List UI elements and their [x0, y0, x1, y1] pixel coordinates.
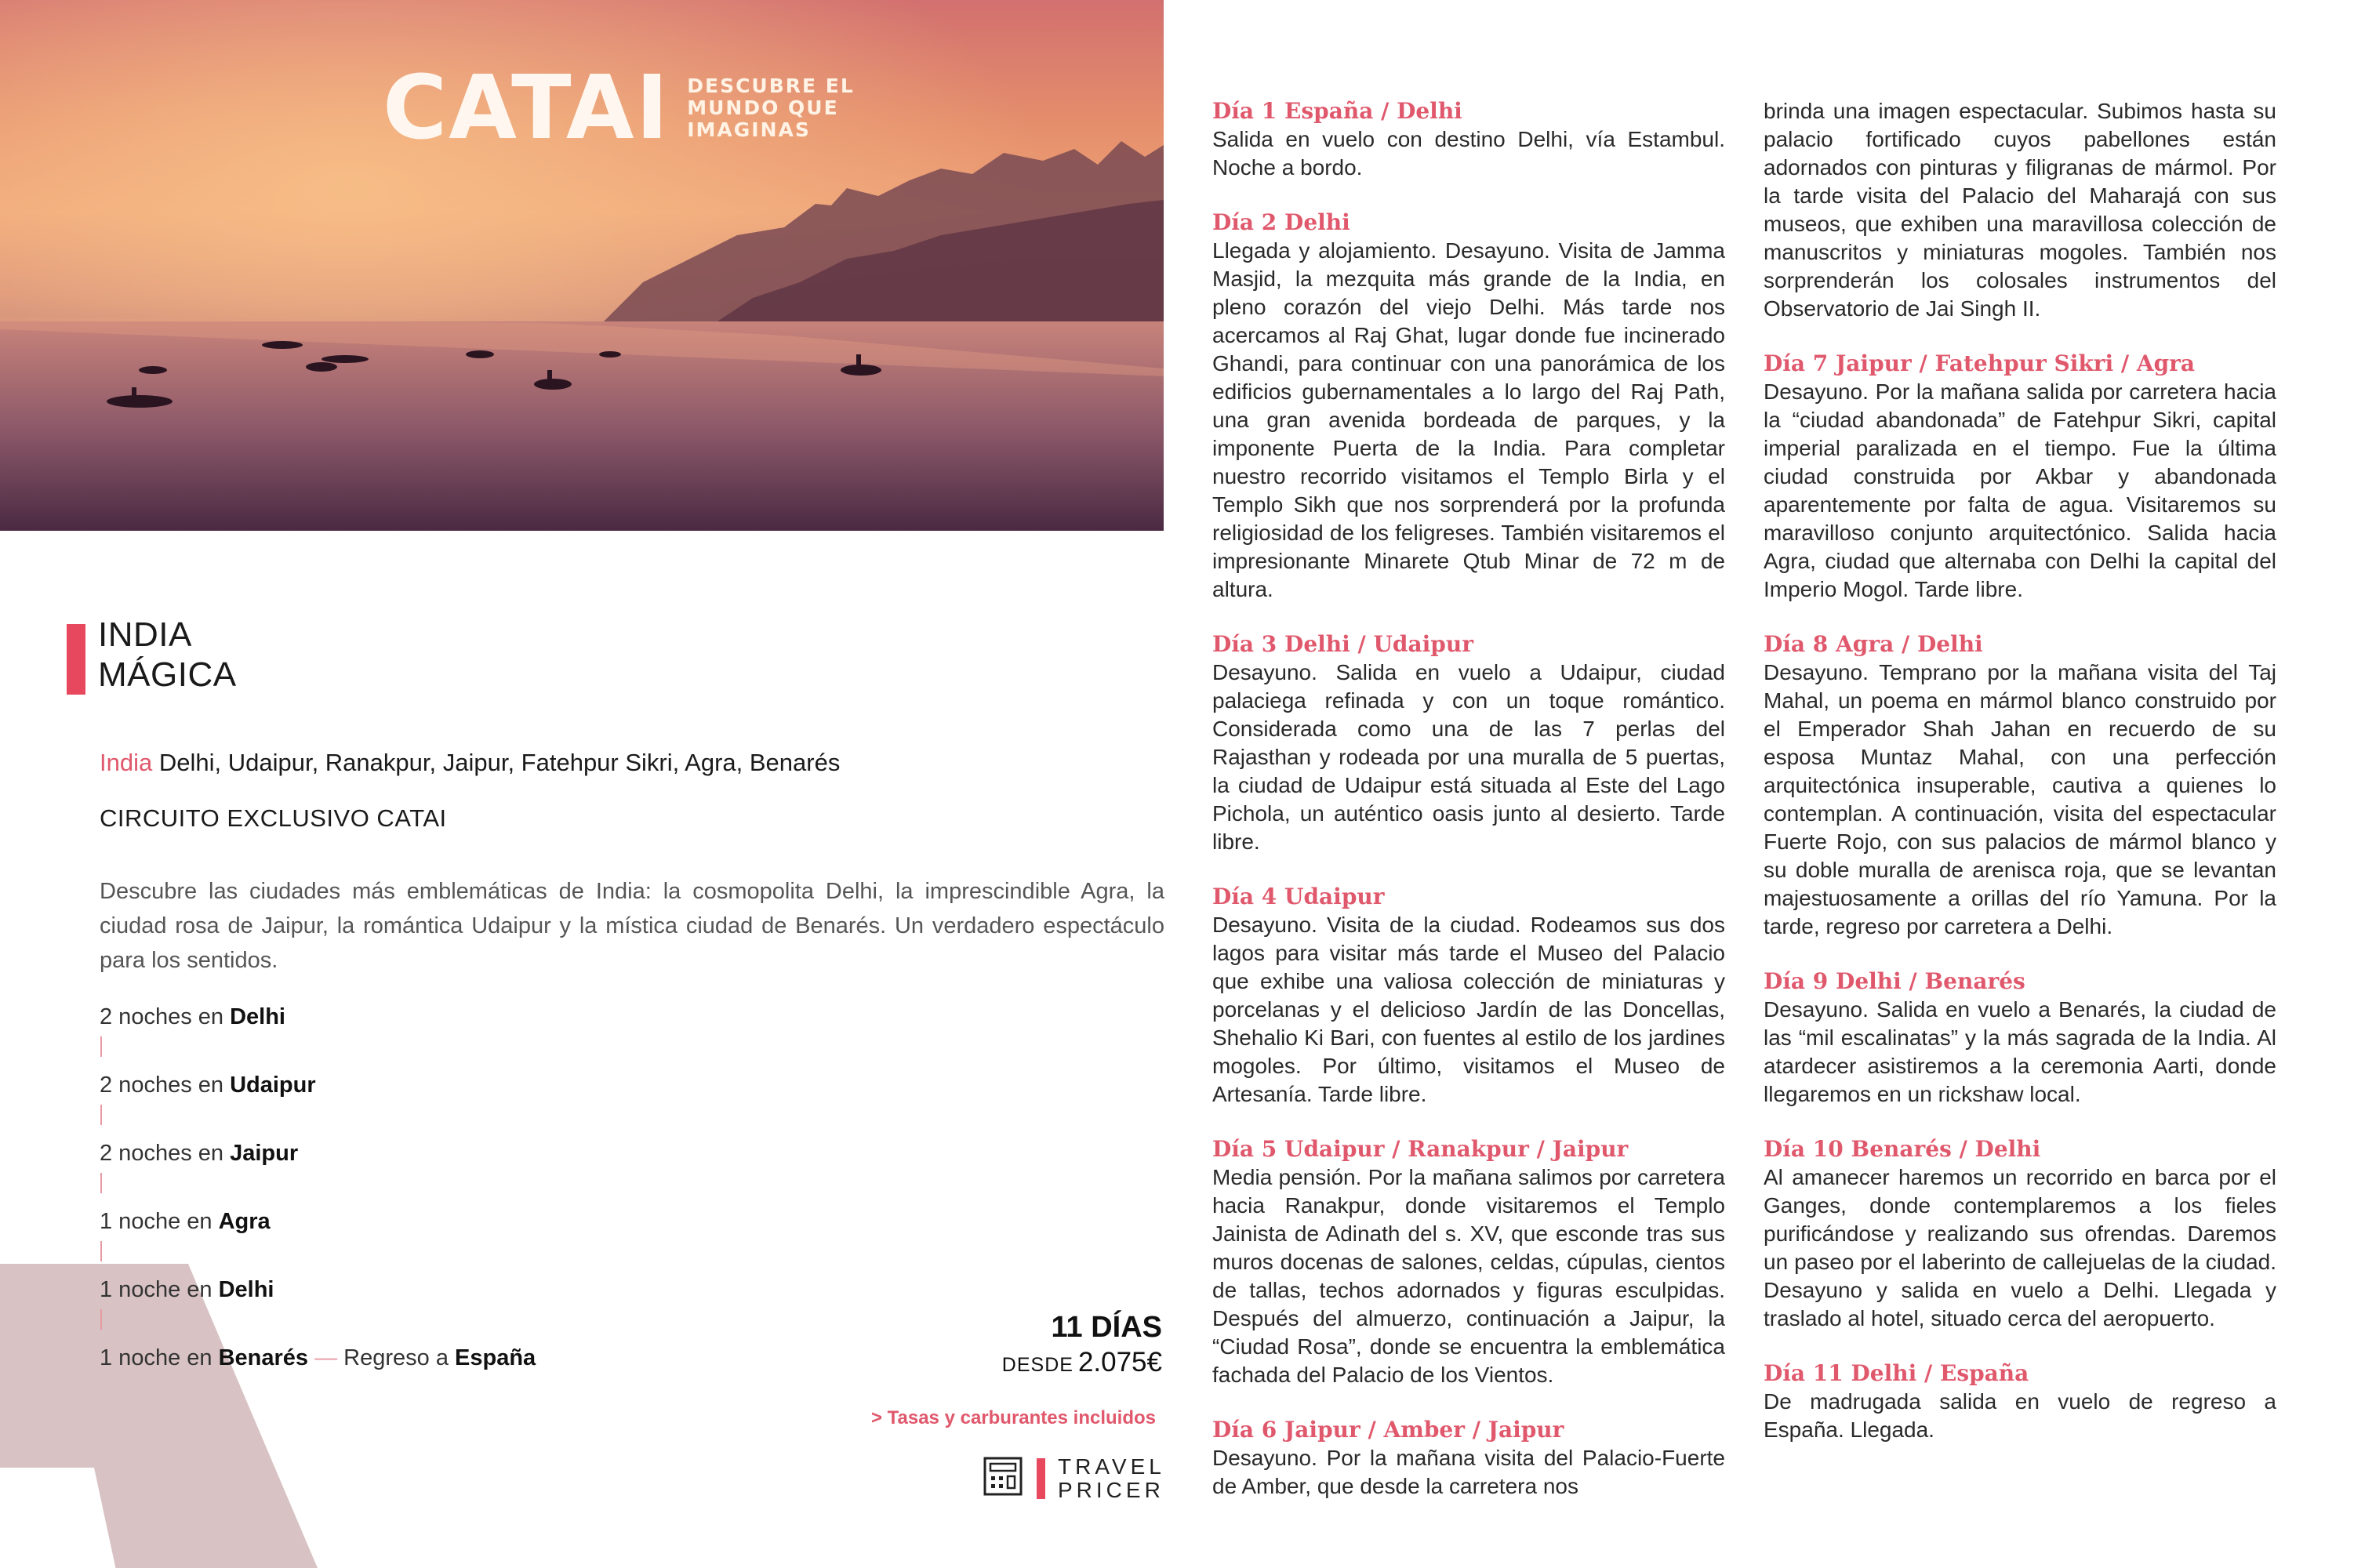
day-title: Día 9 Delhi / Benarés	[1764, 968, 2025, 994]
itinerary-day	[1212, 1135, 1725, 1389]
day-text: Desayuno. Por la mañana salida por carretera hacia la “ciudad abandonada” de Fatehpur Sikri, capital imperial paralizada en el tiempo. Fue la última ciudad construida por Akbar y abandonada aparentemente por falta de agua. Visitaremos su maravilloso conjunto arquitectónico. Salida hacia Agra, ciudad que alternaba con Delhi la capital del Imperio Mogol. Tarde libre.	[1764, 379, 2276, 601]
trip-cities: Delhi, Udaipur, Ranakpur, Jaipur, Fatehpur Sikri, Agra, Benarés	[152, 749, 841, 776]
itinerary-day-continued	[1764, 97, 2276, 323]
travel-pricer-line: PRICER	[1058, 1478, 1164, 1502]
trip-price	[1002, 1347, 1162, 1378]
stay-city: Delhi	[230, 1004, 285, 1029]
calculator-icon	[983, 1457, 1023, 1496]
day-title: Día 3 Delhi / Udaipur	[1212, 631, 1473, 657]
day-text: Salida en vuelo con destino Delhi, vía Estambul. Noche a bordo.	[1212, 127, 1725, 180]
stay-return-city: España	[455, 1345, 536, 1370]
brand-tagline	[687, 75, 855, 141]
day-text: De madrugada salida en vuelo de regreso a España. Llegada.	[1764, 1389, 2276, 1442]
day-title: Día 2 Delhi	[1212, 209, 1350, 235]
stay-item	[100, 1278, 727, 1301]
itinerary-column-2	[1764, 97, 2276, 1471]
price-value: 2.075€	[1077, 1347, 1162, 1377]
travel-pricer-accent-bar	[1037, 1458, 1045, 1499]
day-text: brinda una imagen espectacular. Subimos hasta su palacio fortificado cuyos pabellones están adornados con pinturas y filigranas de mármol. Por la tarde visita del Palacio del Maharajá con sus museos, que exhiben una maravillosa colección de manuscritos y miniaturas mogoles. También nos sorprenderán los colosales instrumentos del Observatorio de Jai Singh II.	[1764, 99, 2276, 321]
day-title: Día 4 Udaipur	[1212, 884, 1385, 909]
price-label: DESDE	[1001, 1354, 1073, 1376]
itinerary-day	[1212, 630, 1725, 856]
stay-separator	[100, 1309, 102, 1330]
trip-duration: 11 DÍAS	[1051, 1311, 1162, 1344]
circuit-label: CIRCUITO EXCLUSIVO CATAI	[100, 804, 447, 832]
taxes-included-link[interactable]: > Tasas y carburantes incluidos	[870, 1407, 1156, 1428]
trip-title-line: INDIA	[98, 615, 192, 654]
trip-destinations	[100, 749, 840, 777]
stay-separator	[100, 1241, 102, 1261]
brand-tagline-line: DESCUBRE EL	[687, 74, 855, 97]
itinerary-day	[1764, 350, 2276, 604]
travel-pricer-logo[interactable]	[1058, 1455, 1165, 1502]
day-title: Día 8 Agra / Delhi	[1764, 631, 1983, 657]
itinerary-day	[1212, 209, 1725, 604]
stay-item	[100, 1346, 727, 1370]
day-text: Al amanecer haremos un recorrido en barca por el Ganges, donde contemplaremos a los fieles purificándose y realizando sus ofrendas. Daremos un paseo por el laberinto de callejuelas de la ciudad. Desayuno y salida en vuelo a Delhi. Llegada y traslado al hotel, situado cerca del aeropuerto.	[1764, 1165, 2276, 1330]
trip-title	[98, 615, 237, 695]
trip-title-line: MÁGICA	[98, 655, 237, 694]
itinerary-day	[1764, 967, 2276, 1109]
stay-nights: 1 noche en	[100, 1277, 219, 1302]
stay-nights: 2 noches en	[100, 1004, 231, 1029]
stay-city: Delhi	[218, 1277, 274, 1302]
stay-city: Udaipur	[230, 1073, 316, 1098]
travel-pricer-line: TRAVEL	[1058, 1454, 1165, 1479]
day-text: Desayuno. Por la mañana visita del Palacio-Fuerte de Amber, que desde la carretera nos	[1212, 1446, 1725, 1498]
day-text: Media pensión. Por la mañana salimos por carretera hacia Ranakpur, donde visitaremos el Templo Jainista de Adinath del s. XV, que esconde tras sus muros docenas de salones, celdas, cúpulas, cientos de tallas, techos adornados y figuras esculpidas. Después del almuerzo, continuación a Jaipur, la “Ciudad Rosa”, donde se encuentra la emblemática fachada del Palacio de los Vientos.	[1212, 1165, 1725, 1387]
stay-item	[100, 1005, 727, 1029]
itinerary-day	[1764, 630, 2276, 941]
itinerary-day	[1212, 97, 1725, 182]
day-title: Día 10 Benarés / Delhi	[1764, 1136, 2041, 1162]
brand-tagline-line: IMAGINAS	[687, 118, 811, 141]
day-title: Día 5 Udaipur / Ranakpur / Jaipur	[1212, 1136, 1629, 1162]
stay-separator	[100, 1036, 102, 1057]
hero-photo	[0, 0, 1164, 531]
stay-separator	[100, 1105, 102, 1125]
trip-description: Descubre las ciudades más emblemáticas de India: la cosmopolita Delhi, la imprescindible Agra, la ciudad rosa de Jaipur, la romántica Udaipur y la mística ciudad de Benarés. Un verdadero espectáculo para los sentidos.	[100, 879, 1164, 973]
trip-country: India	[100, 749, 153, 776]
stay-city: Benarés	[218, 1345, 309, 1370]
itinerary-day	[1764, 1359, 2276, 1444]
stay-nights: 2 noches en	[100, 1141, 231, 1166]
brand-name: CATAI	[383, 57, 670, 159]
stay-nights: 1 noche en	[100, 1345, 219, 1370]
itinerary-day	[1212, 1416, 1725, 1501]
itinerary-column-1	[1212, 97, 1725, 1527]
stay-return-text: Regreso a	[343, 1345, 456, 1370]
itinerary-day	[1212, 883, 1725, 1109]
stay-city: Jaipur	[230, 1141, 299, 1166]
day-title: Día 7 Jaipur / Fatehpur Sikri / Agra	[1764, 350, 2196, 376]
brand-tagline-line: MUNDO QUE	[687, 96, 839, 119]
catai-logo	[383, 57, 855, 159]
stay-city: Agra	[218, 1209, 271, 1234]
stay-item	[100, 1142, 727, 1165]
day-text: Llegada y alojamiento. Desayuno. Visita de Jamma Masjid, la mezquita más grande de la India, en pleno corazón del viejo Delhi. Más tarde nos acercamos al Raj Ghat, lugar donde fue incinerado Ghandi, para continuar con una panorámica de los edificios gubernamentales a lo largo del Raj Path, una gran avenida bordeada de parques, y la imponente Puerta de la India. Para completar nuestro recorrido visitamos el Templo Birla y el Templo Sikh que nos sorprenderá por la profunda religiosidad de los feligreses. También visitaremos el impresionante Minarete Qtub Minar de 72 m de altura.	[1212, 238, 1725, 601]
itinerary-day	[1764, 1135, 2276, 1333]
day-text: Desayuno. Temprano por la mañana visita del Taj Mahal, un poema en mármol blanco construido por el Emperador Shah Jahan en recuerdo de su esposa Muntaz Mahal, con una perfección arquitectónica insuperable, cautiva a quienes lo contemplan. A continuación, visita del espectacular Fuerte Rojo, con sus palacios de mármol blanco y su doble muralla de arenisca roja, que se levantan majestuosamente a orillas del río Yamuna. Por la tarde, regreso por carretera a Delhi.	[1764, 660, 2276, 938]
day-title: Día 11 Delhi / España	[1764, 1360, 2029, 1386]
stay-item	[100, 1073, 727, 1097]
day-text: Desayuno. Salida en vuelo a Udaipur, ciudad palaciega refinada y con un toque romántico. Considerada como una de las 7 perlas del Rajasthan y rodeada por una muralla de 5 puertas, la ciudad de Udaipur está situada al Este del Lago Pichola, un auténtico oasis junto al desierto. Tarde libre.	[1212, 660, 1725, 854]
stay-separator	[100, 1173, 102, 1193]
day-title: Día 6 Jaipur / Amber / Jaipur	[1212, 1417, 1564, 1443]
stay-dash: —	[308, 1345, 344, 1370]
stay-item	[100, 1210, 727, 1233]
stay-nights: 1 noche en	[100, 1209, 219, 1234]
day-text: Desayuno. Salida en vuelo a Benarés, la ciudad de las “mil escalinatas” y la más sagrada de la India. Al atardecer asistiremos a la ceremonia Aarti, donde llegaremos en un rickshaw local.	[1764, 997, 2276, 1106]
stay-nights: 2 noches en	[100, 1073, 231, 1098]
title-accent-bar	[67, 624, 85, 695]
stays-list	[100, 1005, 727, 1370]
day-text: Desayuno. Visita de la ciudad. Rodeamos sus dos lagos para visitar más tarde el Museo del Palacio que exhibe una valiosa colección de miniaturas y porcelanas y el delicioso Jardín de las Doncellas, Shehalio Ki Bari, con fuentes al estilo de los jardines mogoles. Por último, visitamos el Museo de Artesanía. Tarde libre.	[1212, 913, 1725, 1106]
day-title: Día 1 España / Delhi	[1212, 98, 1462, 124]
